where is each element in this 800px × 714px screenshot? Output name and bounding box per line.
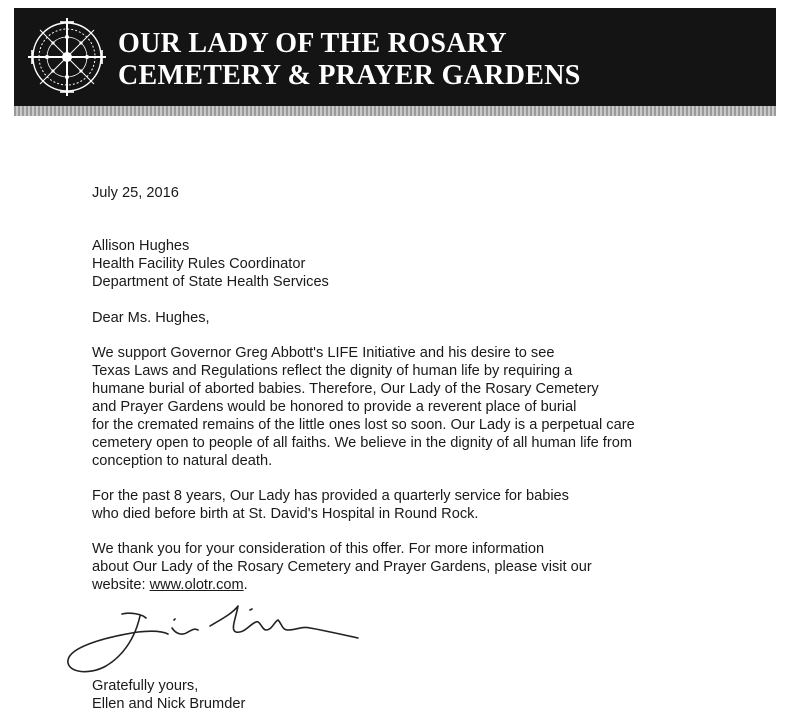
recipient-name: Allison Hughes (92, 238, 190, 254)
letter-date: July 25, 2016 (92, 185, 179, 201)
organization-name-line2: CEMETERY & PRAYER GARDENS (118, 60, 581, 91)
paragraph-line: who died before birth at St. David's Hospital in Round Rock. (92, 506, 479, 522)
paragraph-line: cemetery open to people of all faiths. We believe in the dignity of all human life from (92, 435, 632, 451)
paragraph-line: and Prayer Gardens would be honored to provide a reverent place of burial (92, 399, 577, 415)
organization-name-line1: OUR LADY OF THE ROSARY (118, 28, 507, 59)
website-prefix: website: (92, 577, 150, 593)
paragraph-line: humane burial of aborted babies. Therefore, Our Lady of the Rosary Cemetery (92, 381, 599, 397)
paragraph-line: We thank you for your consideration of this offer. For more information (92, 541, 545, 557)
paragraph-line: Texas Laws and Regulations reflect the dignity of human life by requiring a (92, 363, 573, 379)
paragraph-line: We support Governor Greg Abbott's LIFE Initiative and his desire to see (92, 345, 555, 361)
website-suffix: . (243, 577, 248, 593)
rosary-cross-emblem-icon (24, 14, 110, 100)
website-link[interactable]: www.olotr.com (149, 577, 244, 593)
signers: Ellen and Nick Brumder (92, 696, 246, 712)
recipient-title: Health Facility Rules Coordinator (92, 256, 306, 272)
closing: Gratefully yours, (92, 678, 199, 694)
handwritten-signature-icon (60, 600, 370, 678)
website-line (92, 577, 248, 595)
recipient-department: Department of State Health Services (92, 274, 329, 290)
salutation: Dear Ms. Hughes, (92, 310, 210, 326)
letterhead-divider (14, 106, 776, 116)
paragraph-line: about Our Lady of the Rosary Cemetery and Prayer Gardens, please visit our (92, 559, 592, 575)
paragraph-line: conception to natural death. (92, 453, 273, 469)
paragraph-line: For the past 8 years, Our Lady has provided a quarterly service for babies (92, 488, 569, 504)
paragraph-line: for the cremated remains of the little ones lost so soon. Our Lady is a perpetual care (92, 417, 635, 433)
letterhead-banner (14, 8, 776, 106)
